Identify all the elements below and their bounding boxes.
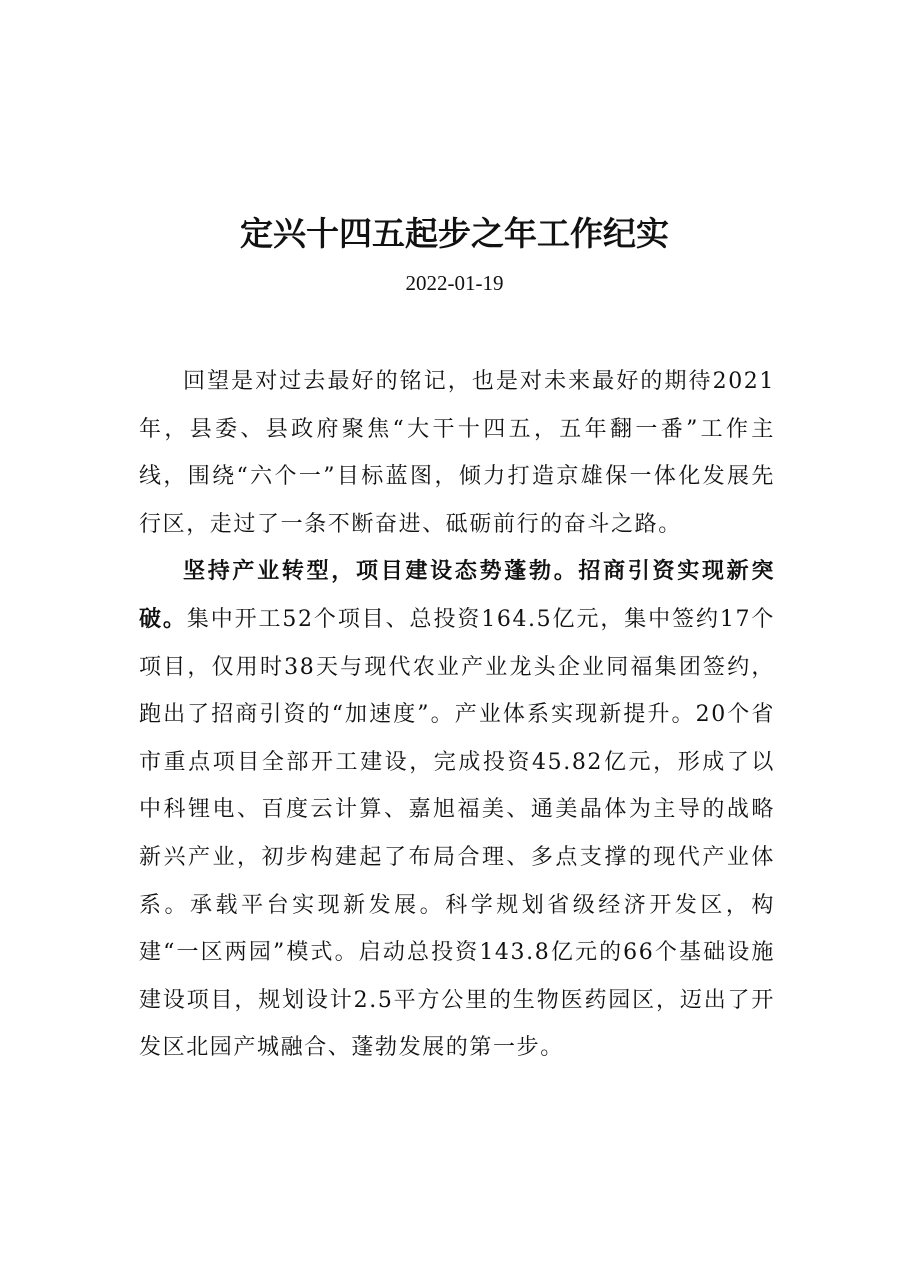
paragraph-text: 集中开工52个项目、总投资164.5亿元，集中签约17个项目，仅用时38天与现代农业产业龙头企业同福集团签约，跑出了招商引资的“加速度”。产业体系实现新提升。20个省市重点项目全部开工建设，完成投资45.82亿元，形成了以中科锂电、百度云计算、嘉旭福美、通美晶体为主导的战略新兴产业，初步构建起了布局合理、多点支撑的现代产业体系。承载平台实现新发展。科学规划省级经济开发区，构建“一区两园”模式。启动总投资143.8亿元的66个基础设施建设项目，规划设计2.5平方公里的生物医药园区，迈出了开发区北园产城融合、蓬勃发展的第一步。 — [139, 606, 775, 1061]
paragraph-text: 回望是对过去最好的铭记，也是对未来最好的期待2021年，县委、县政府聚焦“大干十四五，五年翻一番”工作主线，围绕“六个一”目标蓝图，倾力打造京雄保一体化发展先行区，走过了一条不断奋进、砥砺前行的奋斗之路。 — [139, 369, 775, 537]
document-date: 2022-01-19 — [405, 271, 504, 295]
document-title: 定兴十四五起步之年工作纪实 — [240, 214, 669, 253]
paragraph-intro — [139, 358, 775, 548]
document-body — [139, 358, 775, 1072]
paragraph-industry — [139, 548, 775, 1072]
paragraph-lead: 坚持产业转型，项目建设态势蓬勃。招商引资实现新突破。 — [139, 559, 775, 632]
